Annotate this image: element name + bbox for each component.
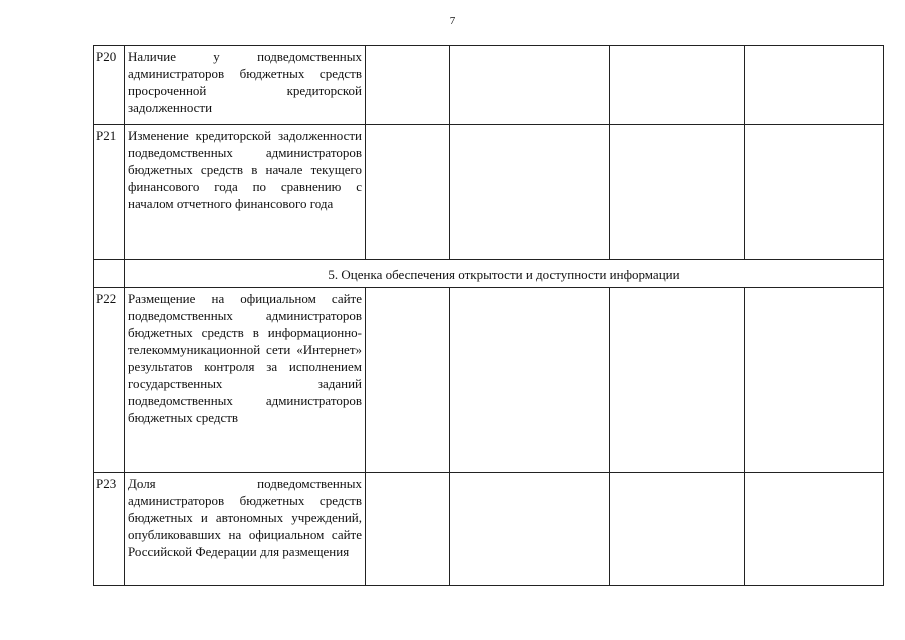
indicators-table [93, 45, 884, 586]
page-number: 7 [449, 15, 456, 27]
empty-cell [610, 46, 745, 125]
empty-cell [450, 288, 610, 473]
table-row-p23 [94, 473, 884, 586]
empty-cell [745, 473, 884, 586]
empty-cell [610, 288, 745, 473]
indicator-code: Р22 [94, 288, 125, 473]
indicator-description: Изменение кредиторской задолженности подведомственных администраторов бюджетных средств в начале текущего финансового года по сравнению с началом отчетного финансового года [125, 125, 366, 260]
table-row-p21 [94, 125, 884, 260]
empty-cell [745, 288, 884, 473]
section-title: 5. Оценка обеспечения открытости и доступности информации [125, 260, 884, 288]
indicator-code: Р21 [94, 125, 125, 260]
empty-cell [94, 260, 125, 288]
empty-cell [450, 473, 610, 586]
empty-cell [366, 473, 450, 586]
indicator-description: Доля подведомственных администраторов бюджетных средств бюджетных и автономных учреждений, опубликовавших на официальном сайте Российской Федерации для размещения [125, 473, 366, 586]
table-row-p22 [94, 288, 884, 473]
empty-cell [610, 473, 745, 586]
indicator-code: Р20 [94, 46, 125, 125]
indicator-description: Наличие у подведомственных администраторов бюджетных средств просроченной кредиторской задолженности [125, 46, 366, 125]
empty-cell [366, 125, 450, 260]
empty-cell [450, 46, 610, 125]
empty-cell [610, 125, 745, 260]
empty-cell [745, 46, 884, 125]
table-row-p20 [94, 46, 884, 125]
empty-cell [745, 125, 884, 260]
indicator-description: Размещение на официальном сайте подведомственных администраторов бюджетных средств в информационно-телекоммуникационной сети «Интернет» результатов контроля за исполнением государственных заданий подведомственных администраторов бюджетных средств [125, 288, 366, 473]
indicator-code: Р23 [94, 473, 125, 586]
section-header-row [94, 260, 884, 288]
empty-cell [366, 46, 450, 125]
empty-cell [366, 288, 450, 473]
empty-cell [450, 125, 610, 260]
